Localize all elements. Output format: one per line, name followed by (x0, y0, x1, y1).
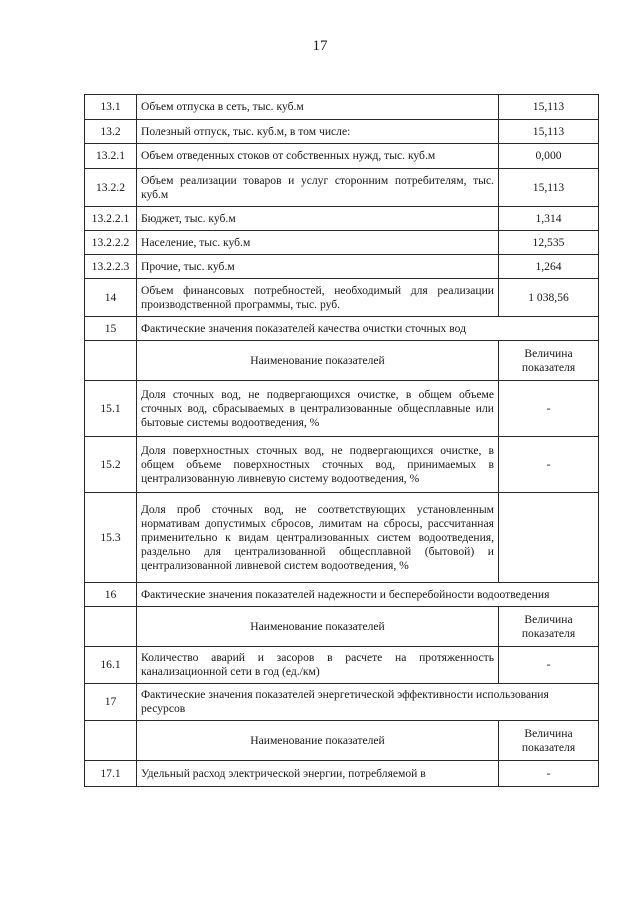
indicator-description: Доля поверхностных сточных вод, не подвергающихся очистке, в общем объеме поверхностных сточных вод, принимаемых в централизованную ливневую систему водоотведения, % (137, 437, 499, 493)
indicator-value (499, 493, 599, 583)
section-row (85, 583, 599, 607)
table-row (85, 207, 599, 231)
table-row (85, 231, 599, 255)
row-number: 15.2 (85, 437, 137, 493)
indicator-value: 12,535 (499, 231, 599, 255)
row-number: 15.3 (85, 493, 137, 583)
column-header-row (85, 721, 599, 761)
indicator-value-header: Величина показателя (499, 721, 599, 761)
section-row (85, 317, 599, 341)
indicator-description: Полезный отпуск, тыс. куб.м, в том числе: (137, 120, 499, 144)
indicator-description: Объем отведенных стоков от собственных нужд, тыс. куб.м (137, 144, 499, 169)
table-row (85, 95, 599, 120)
indicator-description: Объем отпуска в сеть, тыс. куб.м (137, 95, 499, 120)
row-number: 15 (85, 317, 137, 341)
indicator-name-header: Наименование показателей (137, 341, 499, 381)
table-row (85, 169, 599, 207)
section-row (85, 684, 599, 721)
indicator-description: Бюджет, тыс. куб.м (137, 207, 499, 231)
indicator-value: 15,113 (499, 169, 599, 207)
table-row (85, 279, 599, 317)
indicator-value: 1,264 (499, 255, 599, 279)
indicators-table (84, 94, 599, 787)
row-number: 13.2.2.2 (85, 231, 137, 255)
row-number: 15.1 (85, 381, 137, 437)
indicator-description: Прочие, тыс. куб.м (137, 255, 499, 279)
table-row (85, 647, 599, 684)
indicator-value: - (499, 647, 599, 684)
row-number: 17.1 (85, 761, 137, 787)
row-number: 13.2.2 (85, 169, 137, 207)
row-number (85, 341, 137, 381)
indicator-description: Количество аварий и засоров в расчете на протяженность канализационной сети в год (ед./км) (137, 647, 499, 684)
table-row (85, 120, 599, 144)
indicator-value-header: Величина показателя (499, 607, 599, 647)
indicator-value: - (499, 437, 599, 493)
row-number: 13.2.1 (85, 144, 137, 169)
indicator-value: - (499, 381, 599, 437)
row-number: 17 (85, 684, 137, 721)
indicator-value: 1,314 (499, 207, 599, 231)
indicator-description: Удельный расход электрической энергии, потребляемой в (137, 761, 499, 787)
indicator-value: 15,113 (499, 120, 599, 144)
table-row (85, 437, 599, 493)
row-number: 13.2.2.1 (85, 207, 137, 231)
indicator-name-header: Наименование показателей (137, 721, 499, 761)
indicator-description: Население, тыс. куб.м (137, 231, 499, 255)
row-number: 13.2.2.3 (85, 255, 137, 279)
table-row (85, 144, 599, 169)
section-title: Фактические значения показателей качества очистки сточных вод (137, 317, 599, 341)
column-header-row (85, 341, 599, 381)
row-number: 14 (85, 279, 137, 317)
table-row (85, 493, 599, 583)
table-row (85, 255, 599, 279)
row-number: 16 (85, 583, 137, 607)
indicator-description: Доля сточных вод, не подвергающихся очистке, в общем объеме сточных вод, сбрасываемых в централизованные общесплавные или бытовые системы водоотведения, % (137, 381, 499, 437)
indicator-value: 15,113 (499, 95, 599, 120)
row-number: 16.1 (85, 647, 137, 684)
table-row (85, 381, 599, 437)
section-title: Фактические значения показателей энергетической эффективности использования ресурсов (137, 684, 599, 721)
section-title: Фактические значения показателей надежности и бесперебойности водоотведения (137, 583, 599, 607)
indicator-name-header: Наименование показателей (137, 607, 499, 647)
table-row (85, 761, 599, 787)
indicator-value-header: Величина показателя (499, 341, 599, 381)
column-header-row (85, 607, 599, 647)
indicator-value: 1 038,56 (499, 279, 599, 317)
indicator-description: Доля проб сточных вод, не соответствующих установленным нормативам допустимых сбросов, лимитам на сбросы, рассчитанная применительно к видам централизованных систем водоотведения, раздельно для централизованной общесплавной (бытовой) и централизованной ливневой систем водоотведения, % (137, 493, 499, 583)
indicator-description: Объем реализации товаров и услуг сторонним потребителям, тыс. куб.м (137, 169, 499, 207)
indicator-description: Объем финансовых потребностей, необходимый для реализации производственной программы, тыс. руб. (137, 279, 499, 317)
page-number: 17 (312, 38, 328, 54)
row-number (85, 721, 137, 761)
row-number (85, 607, 137, 647)
row-number: 13.2 (85, 120, 137, 144)
indicator-value: - (499, 761, 599, 787)
row-number: 13.1 (85, 95, 137, 120)
indicator-value: 0,000 (499, 144, 599, 169)
